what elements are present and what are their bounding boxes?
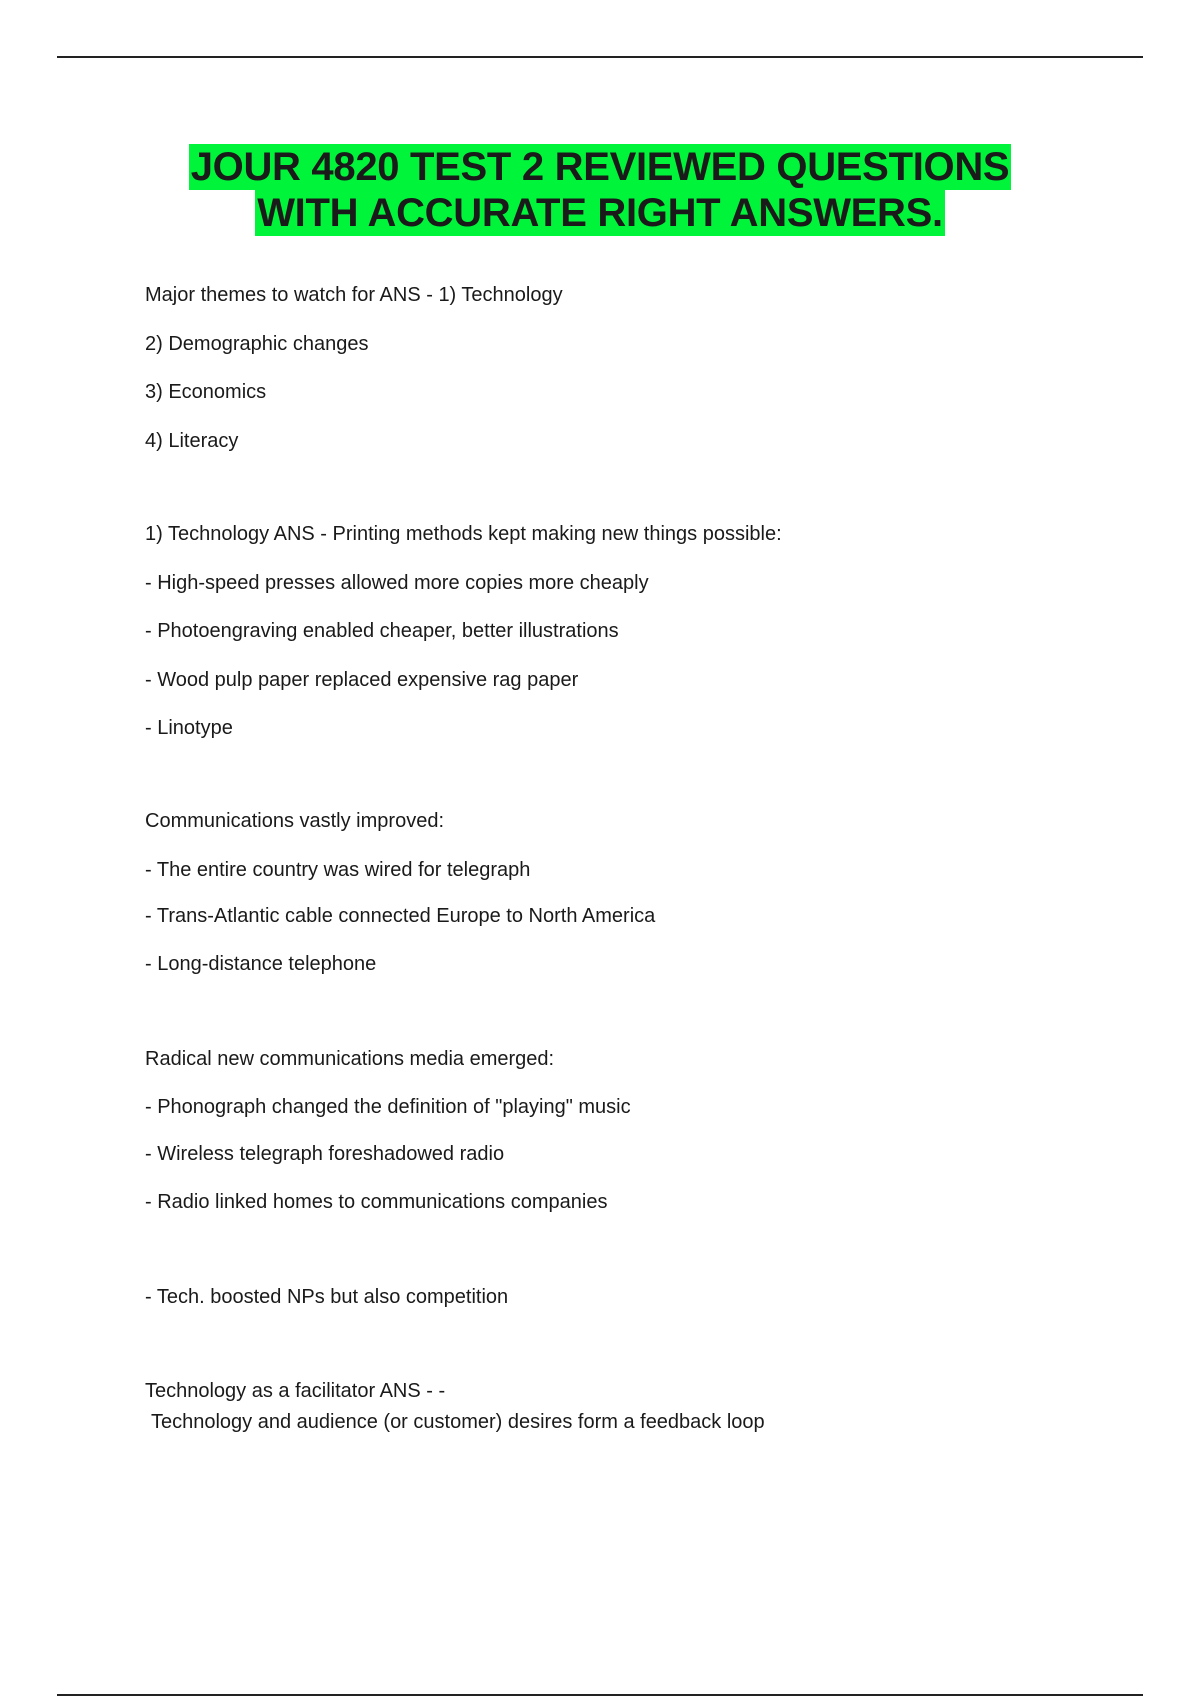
text-line-telephone: - Long-distance telephone [145,953,377,975]
text-line-linotype: - Linotype [145,717,233,739]
text-line-radical-media: Radical new communications media emerged: [145,1048,555,1070]
text-line-trans-atlantic: - Trans-Atlantic cable connected Europe to North America [145,905,656,927]
text-line-technology: 1) Technology ANS - Printing methods kept making new things possible: [145,523,782,545]
text-line-radio: - Radio linked homes to communications companies [145,1191,608,1213]
text-line-facilitator: Technology as a facilitator ANS - - [145,1380,446,1402]
text-line-high-speed: - High-speed presses allowed more copies more cheaply [145,572,649,594]
top-rule [57,56,1143,58]
text-line-phonograph: - Phonograph changed the definition of "playing" music [145,1096,631,1118]
text-line-communications: Communications vastly improved: [145,810,444,832]
bottom-rule [57,1694,1143,1696]
text-line-wood-pulp: - Wood pulp paper replaced expensive rag paper [145,669,579,691]
text-line-telegraph: - The entire country was wired for telegraph [145,859,531,881]
title-line-2: WITH ACCURATE RIGHT ANSWERS. [257,191,943,235]
text-line-economics: 3) Economics [145,381,267,403]
text-line-photoengraving: - Photoengraving enabled cheaper, better illustrations [145,620,619,642]
text-line-literacy: 4) Literacy [145,430,239,452]
text-line-feedback-loop: Technology and audience (or customer) desires form a feedback loop [151,1411,765,1433]
text-line-demographic: 2) Demographic changes [145,333,369,355]
text-line-major-themes: Major themes to watch for ANS - 1) Technology [145,284,563,306]
document-title [0,144,1200,236]
text-line-tech-boosted: - Tech. boosted NPs but also competition [145,1286,509,1308]
title-line-1: JOUR 4820 TEST 2 REVIEWED QUESTIONS [190,145,1010,189]
text-line-wireless: - Wireless telegraph foreshadowed radio [145,1143,505,1165]
